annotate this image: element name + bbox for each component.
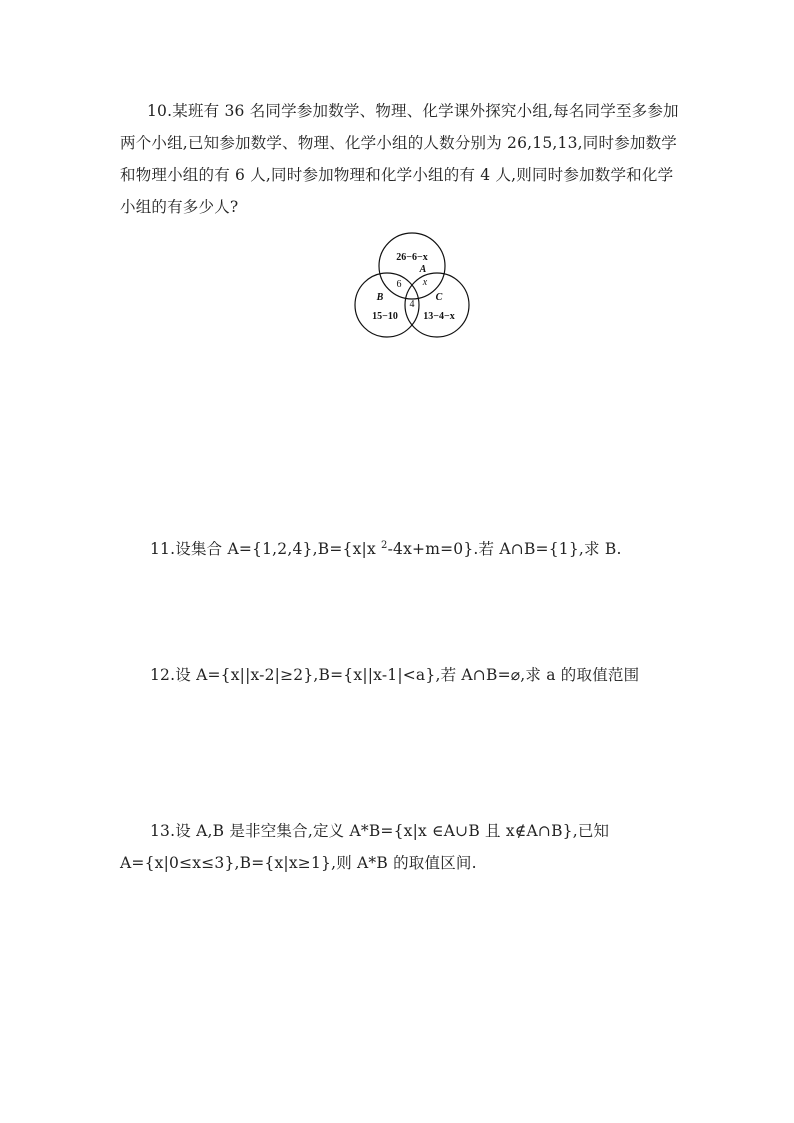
- question-10-line-4: 小组的有多少人?: [120, 198, 239, 216]
- question-10-line-1: 10.某班有 36 名同学参加数学、物理、化学课外探究小组,每名同学至多参加: [147, 102, 679, 120]
- question-11-part-1: 11.设集合 A={1,2,4},B={x|x: [150, 540, 382, 558]
- circle-c: [405, 273, 469, 337]
- question-12: 12.设 A={x||x-2|≥2},B={x||x-1|<a},若 A∩B=⌀,求 a 的取值范围: [150, 666, 640, 684]
- venn-c-label: C: [435, 292, 443, 303]
- question-11-exponent: 2: [381, 540, 388, 551]
- venn-bc-overlap: 4: [409, 299, 415, 310]
- question-13-line-1: 13.设 A,B 是非空集合,定义 A*B={x|x ∈A∪B 且 x∉A∩B},已知: [150, 822, 610, 840]
- question-10-line-2: 两个小组,已知参加数学、物理、化学小组的人数分别为 26,15,13,同时参加数学: [120, 134, 678, 152]
- question-13-line-2: A={x|0≤x≤3},B={x|x≥1},则 A*B 的取值区间.: [120, 854, 477, 872]
- question-10-line-3: 和物理小组的有 6 人,同时参加物理和化学小组的有 4 人,则同时参加数学和化学: [120, 166, 674, 184]
- venn-diagram: [350, 226, 474, 338]
- circle-a: [379, 233, 445, 299]
- question-11: [150, 539, 622, 559]
- venn-a-region: 26−6−x: [396, 252, 428, 263]
- venn-ac-overlap: x: [422, 277, 428, 288]
- question-11-part-2: -4x+m=0}.若 A∩B={1},求 B.: [387, 540, 622, 558]
- venn-ab-overlap: 6: [396, 279, 402, 290]
- venn-b-label: B: [376, 292, 384, 303]
- venn-c-region: 13−4−x: [423, 311, 455, 322]
- venn-a-label: A: [419, 264, 427, 275]
- venn-b-region: 15−10: [372, 311, 398, 322]
